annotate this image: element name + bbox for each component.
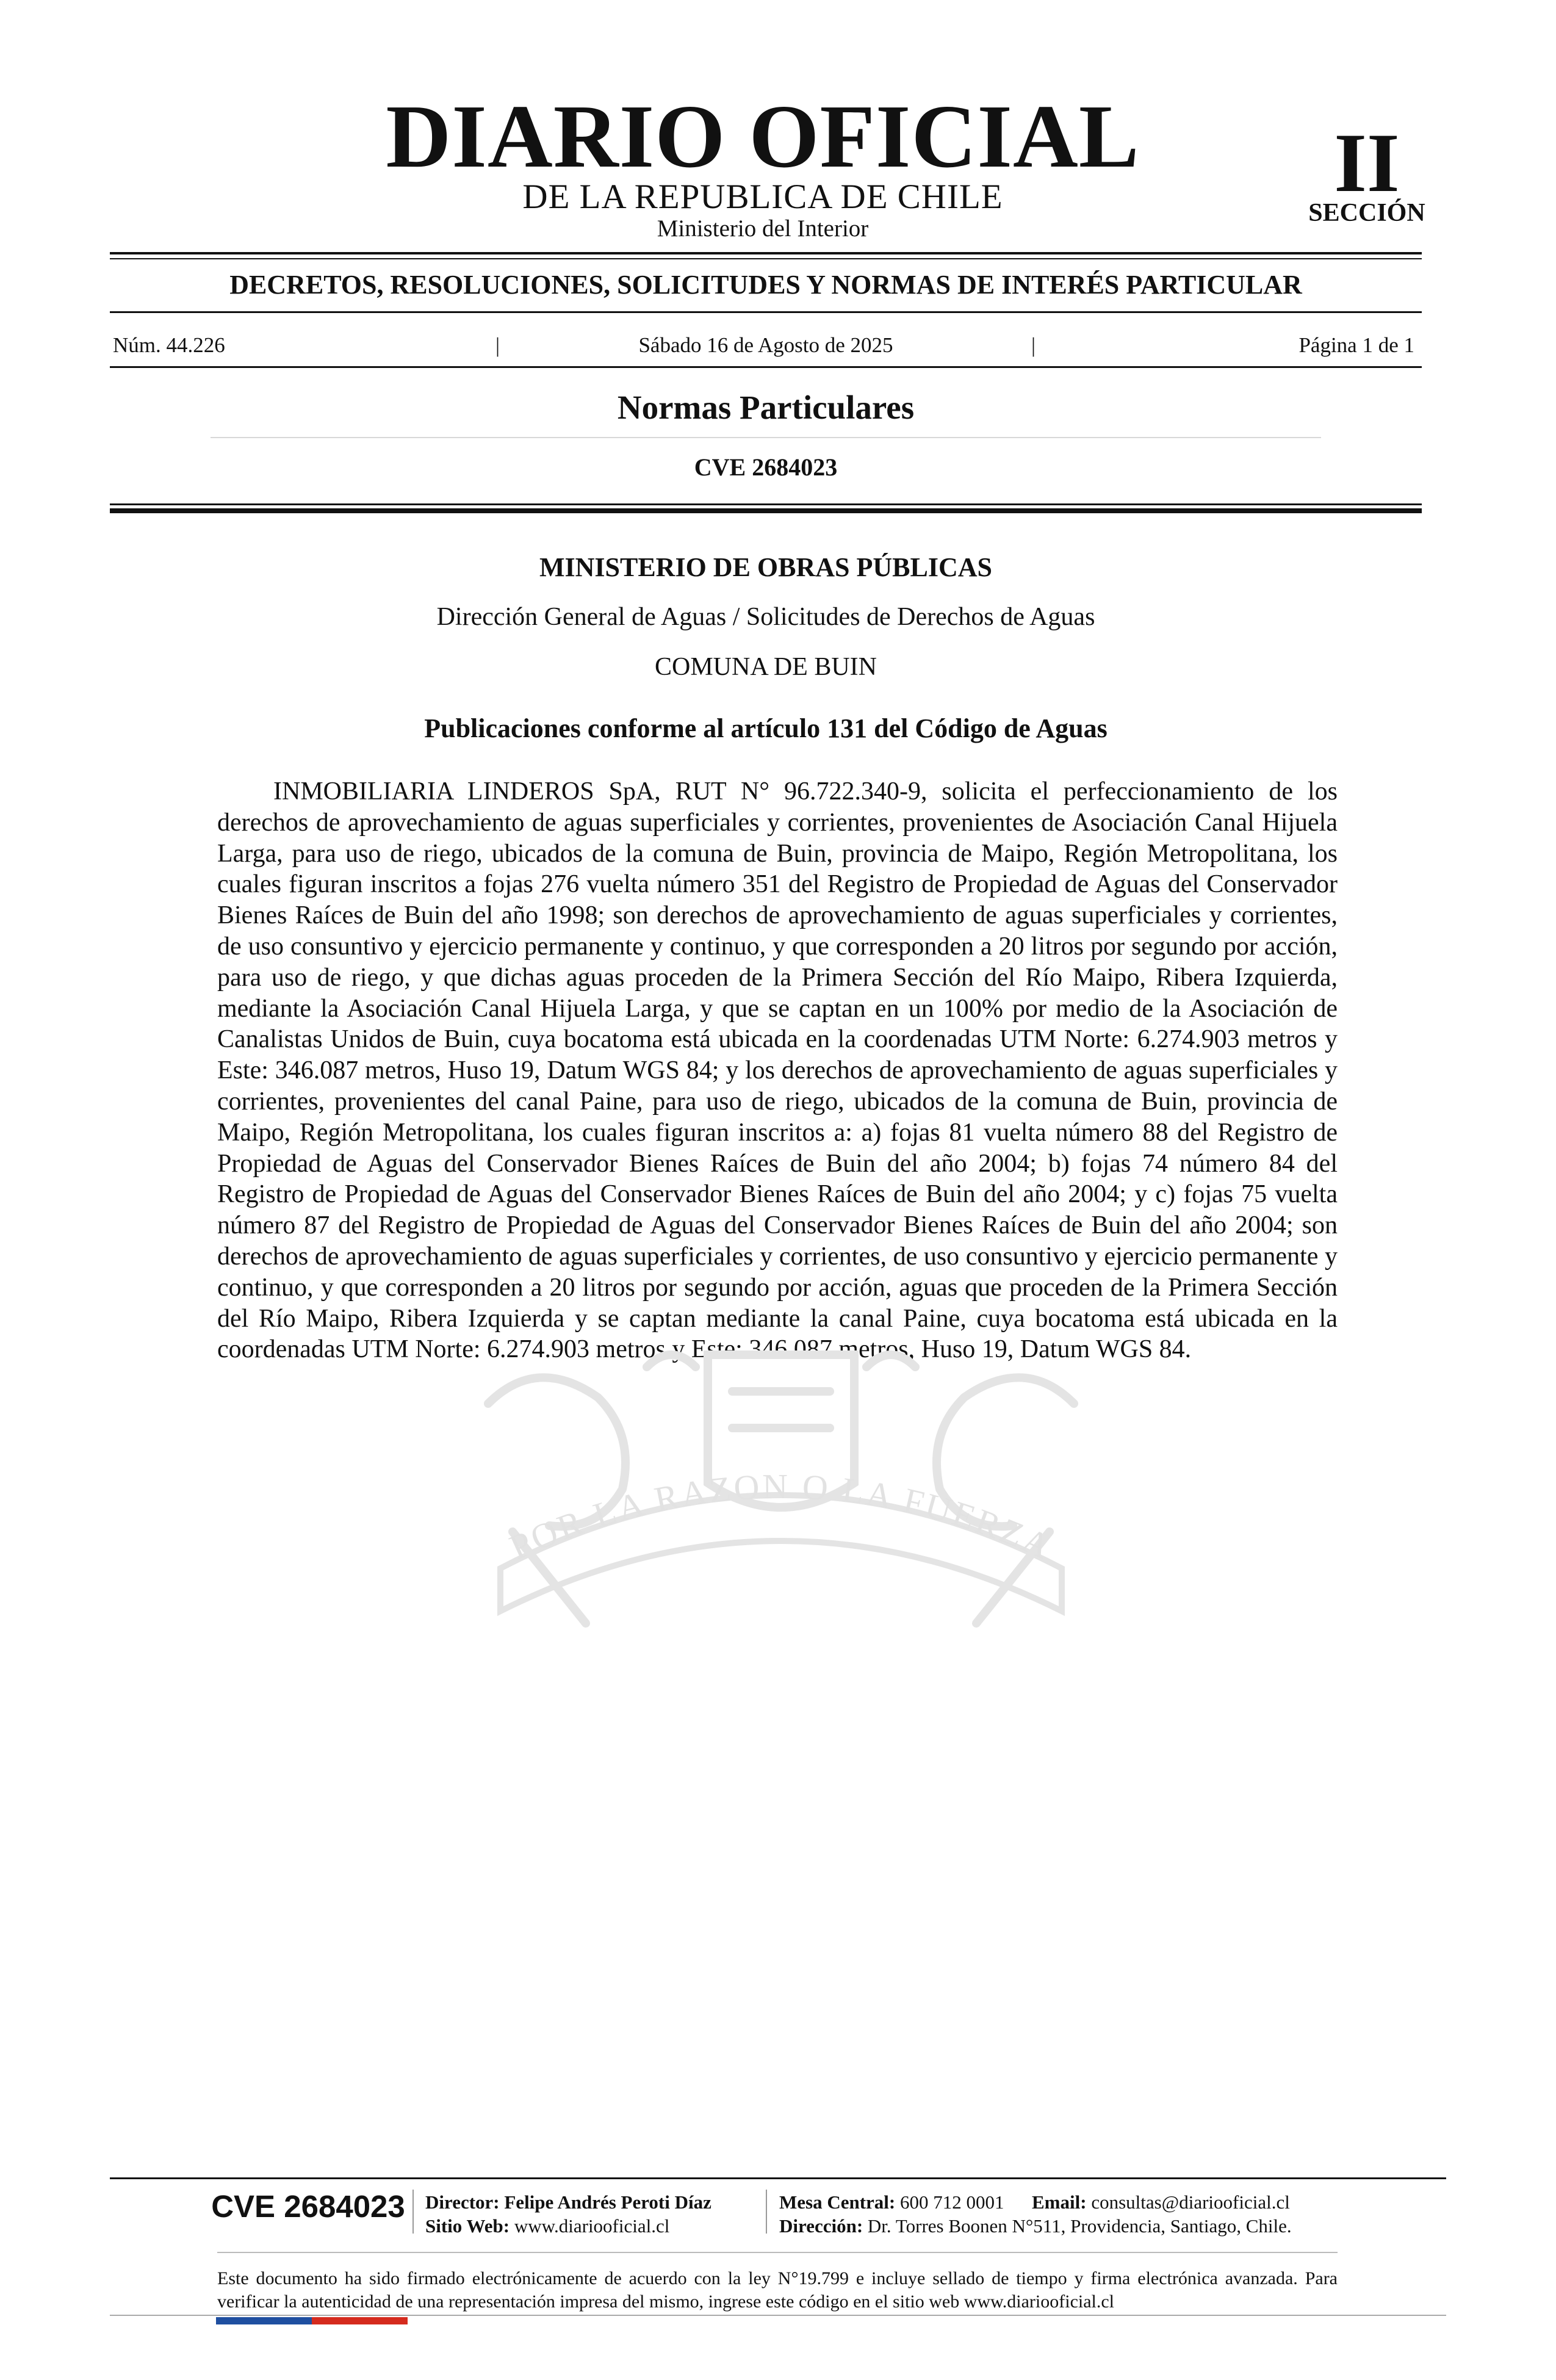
article-ministry: MINISTERIO DE OBRAS PÚBLICAS [539,552,993,582]
footer-cve: CVE 2684023 [211,2189,405,2224]
article-title: Publicaciones conforme al artículo 131 del Código de Aguas [424,713,1108,743]
address-label: Dirección: [779,2215,863,2237]
address-value: Dr. Torres Boonen N°511, Providencia, Santiago, Chile. [867,2215,1292,2237]
article-direction: Dirección General de Aguas / Solicitudes de Derechos de Aguas [436,603,1095,631]
band-title: DECRETOS, RESOLUCIONES, SOLICITUDES Y NORMAS DE INTERÉS PARTICULAR [229,270,1302,300]
footer-divider-left [412,2190,414,2234]
band-rule [110,311,1422,313]
footer-legal-note: Este documento ha sido firmado electrónicamente de acuerdo con la ley N°19.799 e incluye sellado de tiempo y firma electrónica avanzada. Para verificar la autenticidad de una representación impresa del mismo, ingrese este código en el sitio web www.diariooficial.cl [217,2268,1338,2312]
masthead-rule-second [110,258,1422,259]
svg-text:POR LA RAZON O LA FUERZA [504,1466,1059,1568]
cve-code: CVE 2684023 [694,453,838,481]
footer-rule-bottom [110,2315,1446,2316]
cve-rule-bottom [110,508,1422,513]
website-label: Sitio Web: [425,2215,510,2237]
article-body: INMOBILIARIA LINDEROS SpA, RUT N° 96.722.340-9, solicita el perfeccionamiento de los derechos de aprovechamiento de aguas superficiales y corrientes, provenientes de Asociación Canal Hijuela Larga, para uso de riego, ubicados de la comuna de Buin, provincia de Maipo, Región Metropolitana, los cuales figuran inscritos a fojas 276 vuelta número 351 del Registro de Propiedad de Aguas del Conservador Bienes Raíces de Buin del año 1998; son derechos de aprovechamiento de aguas superficiales y corrientes, de uso consuntivo y ejercicio permanente y continuo, y que corresponden a 20 litros por segundo por acción, para uso de riego, y que dichas aguas proceden de la Primera Sección del Río Maipo, Ribera Izquierda, mediante la Asociación Canal Hijuela Larga, y que se captan en un 100% por medio de la Asociación de Canalistas Unidos de Buin, cuya bocatoma está ubicada en la coordenadas UTM Norte: 6.274.903 metros y Este: 346.087 metros, Huso 19, Datum WGS 84; y los derechos de aprovechamiento de aguas superficiales y corrientes, provenientes del canal Paine, para uso de riego, ubicados de la comuna de Buin, provincia de Maipo, Región Metropolitana, los cuales figuran inscritos a: a) fojas 81 vuelta número 88 del Registro de Propiedad de Aguas del Conservador Bienes Raíces de Buin del año 2004; b) fojas 74 número 84 del Registro de Propiedad de Aguas del Conservador Bienes Raíces de Buin del año 2004; y c) fojas 75 vuelta número 87 del Registro de Propiedad de Aguas del Conservador Bienes Raíces de Buin del año 2004; son derechos de aprovechamiento de aguas superficiales y corrientes, de uso consuntivo y ejercicio permanente y continuo, y que corresponden a 20 litros por segundo por acción, aguas que proceden de la Primera Sección del Río Maipo, Ribera Izquierda y se captan mediante la canal Paine, cuya bocatoma está ubicada en la coordenadas UTM Norte: 6.274.903 metros y Este: 346.087 metros, Huso 19, Datum WGS 84. [217,777,1338,1364]
article-comuna: COMUNA DE BUIN [654,653,877,681]
footer-contact [779,2193,1290,2212]
phone-label: Mesa Central: [779,2191,896,2213]
masthead-rule-top [110,252,1422,254]
section-title: Normas Particulares [617,389,915,426]
director-name: Felipe Andrés Peroti Díaz [504,2191,711,2213]
coat-of-arms-watermark-icon [391,1330,1172,1672]
section-label: SECCIÓN [1308,199,1425,227]
footer-website [425,2216,669,2235]
section-number: II [1334,116,1400,209]
footer-address [779,2216,1292,2235]
website-link[interactable]: www.diariooficial.cl [514,2215,670,2237]
meta-separator-left: | [495,333,500,357]
email-label: Email: [1032,2191,1087,2213]
masthead-title: DIARIO OFICIAL [386,87,1140,187]
cve-rule-top [110,503,1422,505]
section-title-underline [211,437,1321,438]
flag-stripe-red [312,2317,408,2324]
footer-director [425,2193,711,2212]
issue-number: Núm. 44.226 [113,333,225,357]
director-label: Director: [425,2191,500,2213]
phone-number: 600 712 0001 [900,2191,1004,2213]
flag-stripe-blue [216,2317,312,2324]
issue-date: Sábado 16 de Agosto de 2025 [638,333,893,357]
watermark-motto: POR LA RAZON O LA FUERZA [503,1466,1059,1568]
masthead-ministry: Ministerio del Interior [657,215,869,242]
footer-rule-top [110,2177,1446,2179]
masthead-subtitle: DE LA REPUBLICA DE CHILE [522,178,1003,216]
meta-separator-right: | [1031,333,1036,357]
meta-rule [110,366,1422,368]
footer-divider-right [766,2190,767,2234]
email-link[interactable]: consultas@diariooficial.cl [1091,2191,1290,2213]
footer-rule-middle [217,2252,1338,2253]
page-counter: Página 1 de 1 [1298,333,1414,357]
